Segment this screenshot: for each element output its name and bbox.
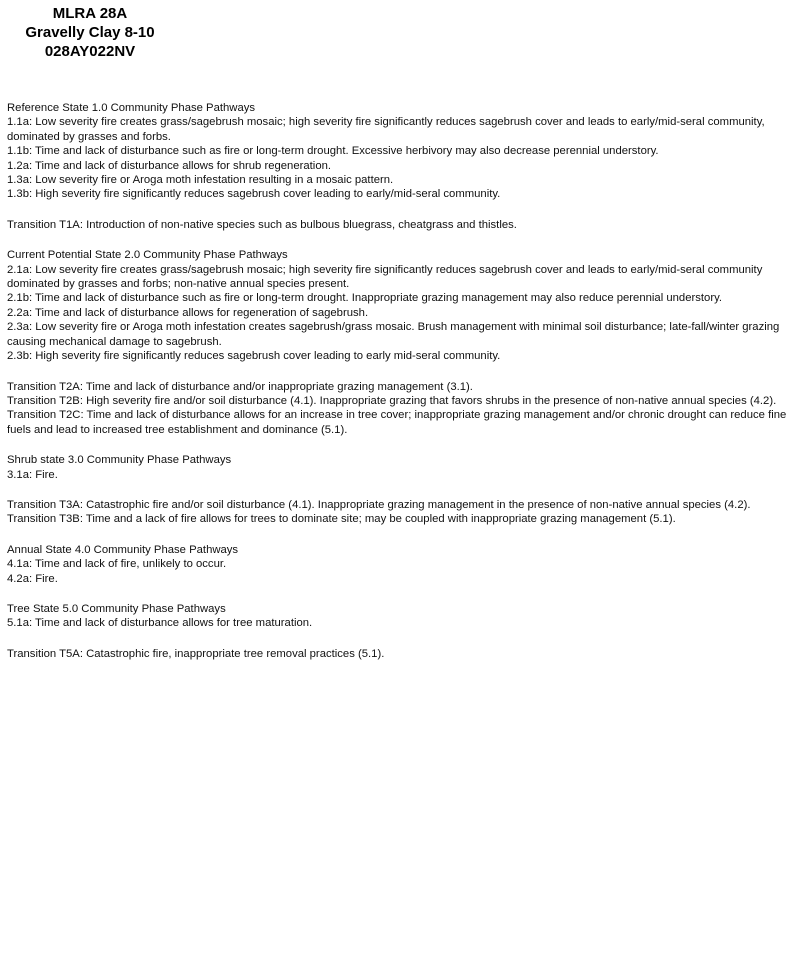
section-heading: Reference State 1.0 Community Phase Pathways: [7, 102, 256, 114]
text-section: [7, 453, 793, 482]
text-section: [7, 101, 793, 202]
text-line: 4.2a: Fire.: [7, 572, 58, 585]
text-line: 2.3a: Low severity fire or Aroga moth infestation creates sagebrush/grass mosaic. Brush management with minimal soil disturbance; late-fall/winter grazing causing mechanical damage to sagebrush.: [7, 321, 780, 348]
text-line: Transition T2B: High severity fire and/or soil disturbance (4.1). Inappropriate grazing that favors shrubs in the presence of non-native annual species (4.2).: [7, 394, 777, 407]
text-section: [7, 380, 793, 438]
site-name: Gravelly Clay 8-10: [25, 24, 155, 41]
text-line: 4.1a: Time and lack of fire, unlikely to occur.: [7, 558, 227, 571]
text-line: 2.1a: Low severity fire creates grass/sagebrush mosaic; high severity fire significantly reduces sagebrush cover and leads to early/mid-seral community dominated by grasses and forbs; non-native annual species present.: [7, 263, 763, 291]
text-line: 1.1b: Time and lack of disturbance such as fire or long-term drought. Excessive herbivory may also decrease perennial understory.: [7, 145, 659, 158]
text-line: Transition T2C: Time and lack of disturbance allows for an increase in tree cover; inappropriate grazing management and/or chronic drought can reduce fine fuels and lead to increased tree establishment and dominance (5.1).: [7, 409, 787, 436]
text-line: Transition T5A: Catastrophic fire, inappropriate tree removal practices (5.1).: [7, 647, 385, 660]
text-line: 2.1b: Time and lack of disturbance such as fire or long-term drought. Inappropriate grazing management may also reduce perennial understory.: [7, 292, 723, 305]
text-line: 2.2a: Time and lack of disturbance allows for regeneration of sagebrush.: [7, 306, 369, 319]
document-body: [7, 101, 793, 661]
text-line: 3.1a: Fire.: [7, 468, 58, 481]
text-line: 1.1a: Low severity fire creates grass/sagebrush mosaic; high severity fire significantly reduces sagebrush cover and leads to early/mid-seral community, dominated by grasses and forbs.: [7, 116, 765, 143]
mlra-title: MLRA 28A: [52, 5, 128, 22]
section-heading: Shrub state 3.0 Community Phase Pathways: [7, 454, 232, 467]
text-line: 1.3a: Low severity fire or Aroga moth infestation resulting in a mosaic pattern.: [7, 174, 394, 187]
text-line: 1.2a: Time and lack of disturbance allows for shrub regeneration.: [7, 159, 332, 172]
text-section: [7, 498, 793, 527]
text-line: 1.3b: High severity fire significantly reduces sagebrush cover leading to early/mid-seral community.: [7, 188, 501, 201]
site-id: 028AY022NV: [44, 43, 136, 60]
text-line: Transition T3B: Time and a lack of fire allows for trees to dominate site; may be coupled with inappropriate grazing management (5.1).: [7, 513, 676, 526]
text-line: Transition T2A: Time and lack of disturbance and/or inappropriate grazing management (3.1).: [7, 380, 473, 393]
text-section: [7, 647, 793, 661]
section-heading: Current Potential State 2.0 Community Phase Pathways: [7, 249, 288, 262]
text-section: [7, 218, 793, 232]
text-line: 2.3b: High severity fire significantly reduces sagebrush cover leading to early mid-seral community.: [7, 350, 501, 363]
text-section: [7, 543, 793, 586]
text-line: 5.1a: Time and lack of disturbance allows for tree maturation.: [7, 617, 313, 630]
text-line: Transition T3A: Catastrophic fire and/or soil disturbance (4.1). Inappropriate grazing management in the presence of non-native annual species (4.2).: [7, 498, 751, 511]
section-heading: Tree State 5.0 Community Phase Pathways: [7, 602, 226, 615]
document-header: [0, 4, 180, 61]
section-heading: Annual State 4.0 Community Phase Pathways: [7, 543, 239, 556]
text-section: [7, 602, 793, 631]
text-section: [7, 248, 793, 363]
text-line: Transition T1A: Introduction of non-native species such as bulbous bluegrass, cheatgrass and thistles.: [7, 218, 517, 231]
